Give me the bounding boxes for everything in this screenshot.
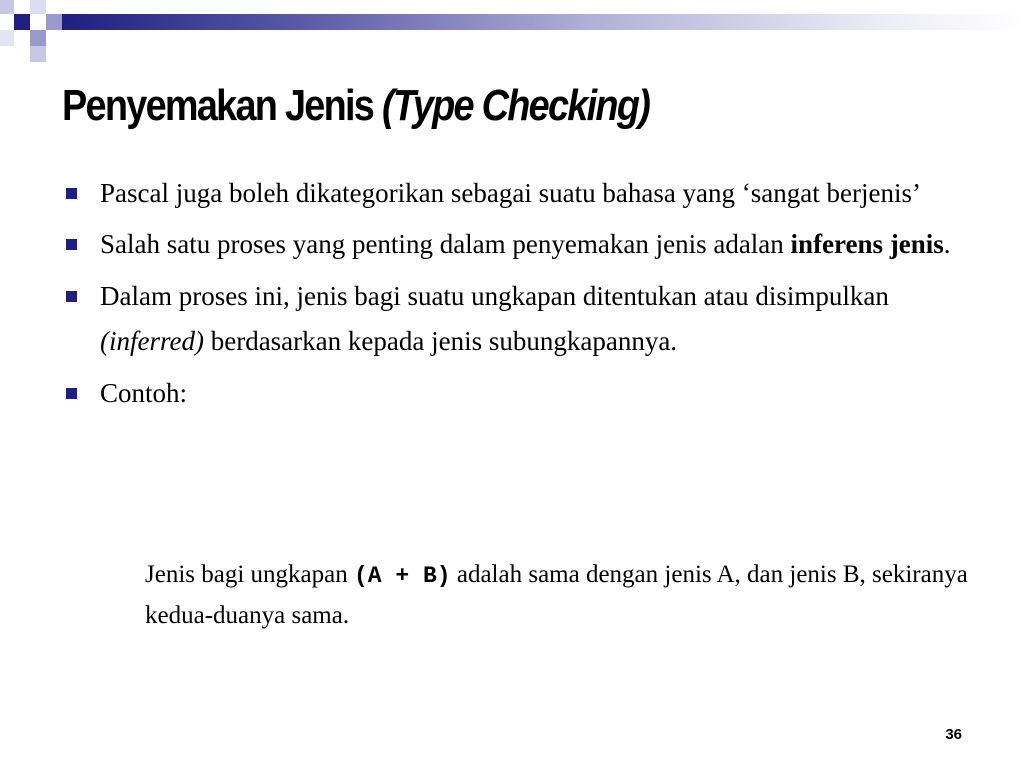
slide-title: [62, 82, 649, 130]
example-text: [145, 555, 975, 636]
square-bullet-icon: [66, 291, 77, 302]
page-number: 36: [945, 726, 962, 743]
decor-square: [46, 14, 62, 30]
bullet-italic-term: (inferred): [100, 326, 204, 356]
bullet-text-end: berdasarkan kepada jenis subungkapannya.: [203, 326, 678, 356]
bullet-text: Contoh:: [100, 378, 188, 408]
title-italic: (Type Checking): [381, 81, 650, 130]
bullet-item: [64, 274, 964, 364]
square-bullet-icon: [66, 239, 77, 250]
decor-square: [0, 0, 14, 14]
decor-square: [0, 30, 14, 46]
header-gradient-bar: [62, 14, 1024, 30]
square-bullet-icon: [66, 188, 77, 199]
bullet-text: Dalam proses ini, jenis bagi suatu ungkapan ditentukan atau disimpulkan: [100, 281, 889, 311]
example-code: (A + B): [353, 563, 451, 589]
bullet-item: [64, 222, 964, 267]
decor-square: [30, 0, 46, 14]
bullet-list: [64, 176, 964, 416]
decor-square: [30, 30, 46, 46]
title-main: Penyemakan Jenis: [62, 81, 374, 130]
decor-square: [14, 14, 30, 30]
example-text-start: Jenis bagi ungkapan: [145, 561, 354, 588]
example-text-end: adalah sama dengan jenis A, dan jenis B, sekiranya kedua-duanya sama.: [145, 561, 968, 629]
bullet-bold-term: inferens jenis: [790, 229, 944, 259]
decor-square: [30, 46, 46, 62]
bullet-item: [64, 371, 964, 416]
bullet-text: Pascal juga boleh dikategorikan sebagai suatu bahasa yang ‘sangat berjenis’: [100, 178, 921, 208]
bullet-text: Salah satu proses yang penting dalam penyemakan jenis adalan: [100, 229, 791, 259]
bullet-text-end: .: [943, 229, 951, 259]
bullet-item: [64, 176, 964, 210]
square-bullet-icon: [66, 388, 77, 399]
